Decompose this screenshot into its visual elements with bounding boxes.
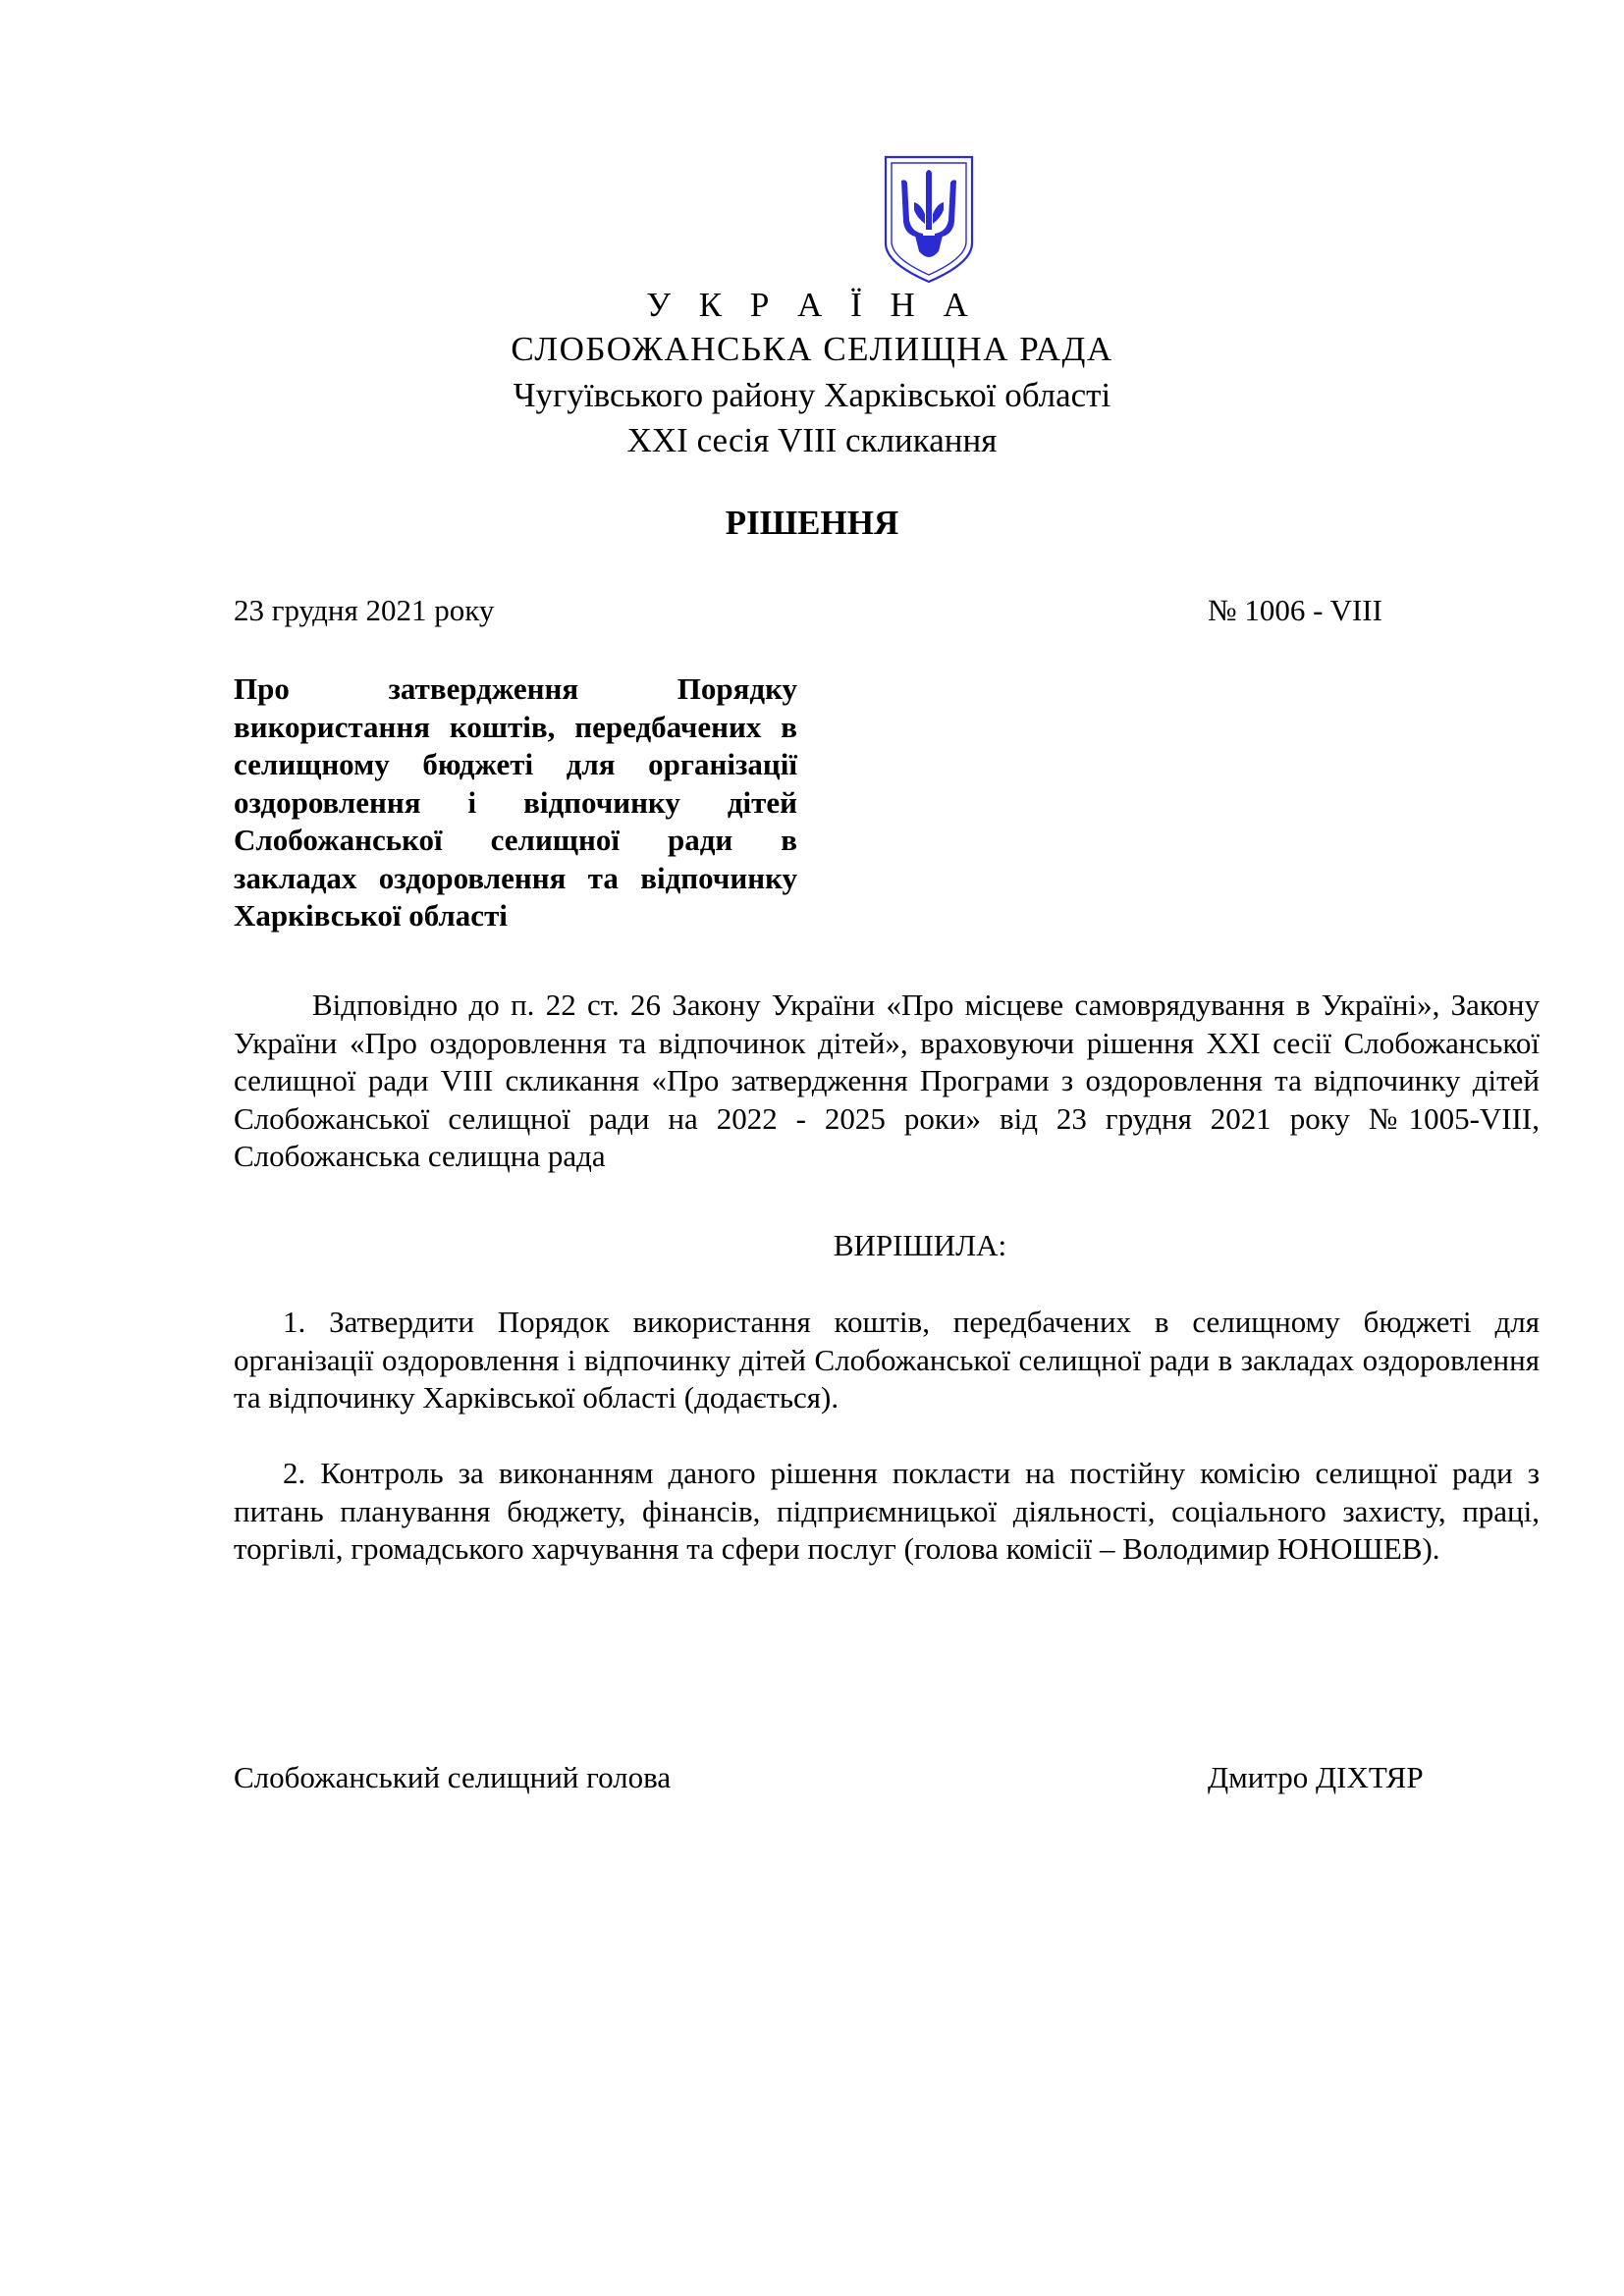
coat-of-arms-icon [882, 153, 976, 286]
district-name: Чугуївського району Харківської області [513, 376, 1111, 414]
document-date: 23 грудня 2021 року [234, 593, 495, 627]
resolved-heading: ВИРІШИЛА: [833, 1228, 1007, 1262]
council-name: СЛОБОЖАНСЬКА СЕЛИЩНА РАДА [511, 330, 1113, 368]
signatory-position: Слобожанський селищний голова [234, 1760, 672, 1794]
session-info: XXI сесія VIII скликання [626, 421, 998, 459]
document-number: № 1006 - VIII [1208, 593, 1382, 627]
resolution-item-2: 2. Контроль за виконанням даного рішення покласти на постійну комісію селищної ради з питань планування бюджету, фінансів, підприємницької діяльності, соціального захисту, праці, торгівлі, громадського харчування та сфери послуг (голова комісії – Володимир ЮНОШЕВ). [234, 1456, 1540, 1566]
document-title: РІШЕННЯ [725, 504, 899, 542]
resolution-item-1: 1. Затвердити Порядок використання коштів, передбачених в селищному бюджеті для організації оздоровлення і відпочинку дітей Слобожанської селищної ради в закладах оздоровлення та відпочинку Харківської області (додається). [234, 1305, 1540, 1415]
country-name: У К Р А Ї Н А [646, 286, 978, 324]
document-preamble: Відповідно до п. 22 ст. 26 Закону України «Про місцеве самоврядування в Україні», Закону України «Про оздоровлення та відпочинок дітей», враховуючи рішення XXI сесії Слобожанської селищної ради VIII скликання «Про затвердження Програми з оздоровлення та відпочинку дітей Слобожанської селищної ради на 2022 - 2025 роки» від 23 грудня 2021 року №1005-VIII, Слобожанська селищна рада [234, 988, 1540, 1173]
document-subject: Про затвердження Порядку використання коштів, передбачених в селищному бюджеті для організації оздоровлення і відпочинку дітей Слобожанської селищної ради в закладах оздоровлення та відпочинку Харківської області [234, 671, 797, 933]
signatory-name: Дмитро ДІХТЯР [1208, 1760, 1424, 1794]
